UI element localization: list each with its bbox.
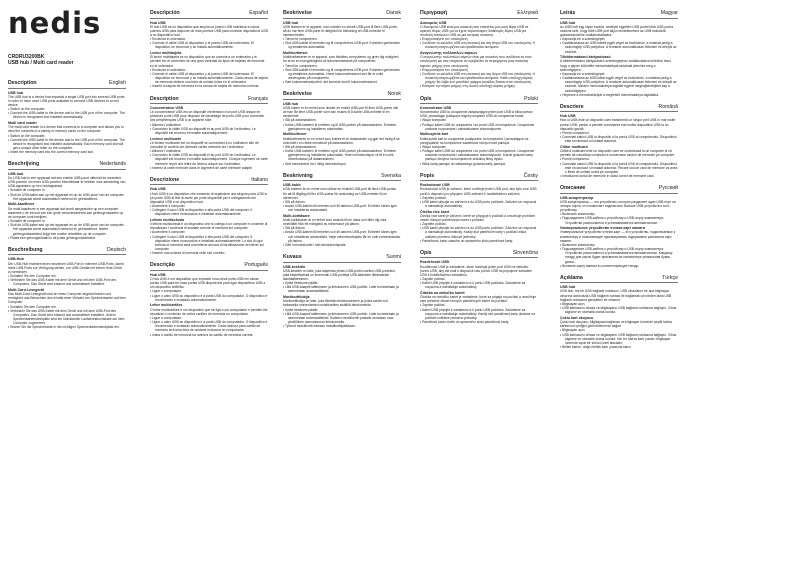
instruction-list [283, 226, 401, 247]
instruction-list [560, 302, 678, 314]
section-header [560, 275, 678, 284]
section-title: Descriere [560, 103, 584, 110]
instruction-item: • Włóż kartę pamięci do właściwego gniazda karty pamięci. [420, 162, 538, 166]
column-5-sections [560, 10, 678, 349]
subsection-heading: Többformátumú kártyaolvasó [560, 55, 611, 60]
section-title: Açıklama [560, 274, 583, 281]
instruction-item: • Zapnite počítač. [420, 277, 538, 281]
instruction-item: • Anslut USB-kabeln till enheten och till datorns USB-port. Enheten känns igen och installeras automatiskt. Varje minneskortsplats får en unik enhetsbokstav på datorn. [283, 230, 401, 242]
language-section [560, 185, 678, 268]
subsection-heading: Monikorttilukija [283, 295, 310, 300]
instruction-item: • Kábel USB pripojte k zariadeniu a k portu USB počítača. Zariadenie sa rozpozná a nainštaluje automaticky. [420, 281, 538, 289]
language-section [8, 247, 126, 330]
body-text: Der USB-Hub erweitert einen einzelnen USB-Port in mehrere USB-Ports, damit mehr USB-Ports zur Verfügung stehen, um USB-Geräte mit einem Host-Gerät zu verbinden. [8, 261, 124, 274]
subsection-heading: USB hub [8, 90, 24, 95]
instruction-item: • Ligue o cabo USB ao dispositivo e à porta USB do computador. O dispositivo é reconhecido e instalado automaticamente. Cada ranhura para cartão de memória terá uma letra de unidade exclusiva no computador. [150, 320, 268, 332]
body-text: Multiczytnik kart to urządzenie podłączane do komputera i pozwalające na przeglądanie na komputerze zawartości różnych kart pamięci. [420, 136, 529, 145]
body-text: Ο αναγνώστης πολλαπλών καρτών είναι μια συσκευή που συνδέεται σε έναν υπολογιστή και σας επιτρέπει να προβάλετε τα περιεχόμενα μιας ποικιλίας καρτών μνήμης στον υπολογιστή. [420, 55, 532, 68]
subsection-heading: Čtečka více karet [420, 209, 450, 214]
language-label: Русский [658, 185, 678, 192]
body-text: Multi-kortläsaren är en enhet som ansluts till en dator och låter dig visa innehållet från ett mångfald av minneskort på datorn. [283, 217, 387, 227]
instruction-item: • Slut USB-kablet til enheden og til computerens USB-port. Enheden genkendes og installeres automatisk. [283, 41, 401, 49]
body-text: De multi-kaartlezer is een apparaat dat wordt aangesloten op een computer waarmee u de inhoud van een grote verscheidenheid aan geheugenkaarten op de computer kunt bekijken. [8, 206, 124, 219]
column-1 [8, 8, 126, 337]
instruction-item: • Ενεργοποιήστε τον υπολογιστή. [420, 37, 538, 41]
instruction-list [8, 219, 126, 240]
instruction-list [150, 149, 268, 170]
instruction-item: • USB kabel připojte do zařízení a do USB portu počítače. Zařízení se rozpozná a nainstaluje automaticky. Každý slot paměťové karty v počítači získá unikátní písmeno diskové jednotky. [420, 226, 538, 238]
language-label: English [108, 80, 126, 86]
language-section [420, 250, 538, 324]
subsection-heading: Lettore multischeda [150, 217, 185, 222]
instruction-item: • Inserte la tarjeta de memoria en la ranura de tarjeta de memoria correcta. [150, 84, 268, 88]
body-text: USB hubben er et apparat, som udvider en enkelt USB-port til flere USB-porte, så du har flere USB-porte til rådighed for tilslutning af USB-enheder til værtsenheden. [283, 24, 398, 37]
instruction-item: • Liitä USB-kaapeli laitteeseen ja tietokoneen USB-porttiin. Laite tunnistetaan ja asennetaan automaattisesti. Kullekin muistikortin paikalle annetaan oma yksilöllinen asematunnus tietokoneella. [283, 312, 401, 324]
body-text: Ο διανομέας USB είναι μια συσκευή που επεκτείνει μια μονή θύρα USB σε αρκετές θύρες USB για να έχετε περισσότερες διαθέσιμες θύρες USB για σύνδεση συσκευών USB σε μια κεντρική συσκευή. [420, 24, 529, 37]
section-header [283, 91, 401, 100]
language-label: Magyar [660, 10, 678, 16]
instruction-item: • Slå på datamaskinen. [283, 118, 401, 122]
instruction-item: • Slå på datorn. [283, 200, 401, 204]
instruction-item: • Podłącz kabel USB do urządzenia i do portu USB w komputerze. Urządzenie zostanie rozpoznane i zainstalowane automatycznie. [420, 123, 538, 131]
language-label: Slovenčina [512, 249, 538, 256]
subsection-heading: Hub USB [150, 20, 166, 25]
section-header [150, 10, 268, 19]
language-label: Norsk [387, 91, 401, 98]
instruction-item: • Csatlakoztassa az USB kábel egyik végét az eszközhöz, a másikat pedig a számítógép USB portjához. A rendszer automatikusan felismeri és telepíti az eszközt. Minden memóriakártya-foglalat egyedi meghajtóbetűjelet kap a számítógépen. [560, 76, 678, 93]
instruction-item: • Bilgisayarı açın. [560, 328, 678, 332]
subsection-heading: USB hub [560, 285, 576, 290]
instruction-list [150, 289, 268, 301]
instruction-list [560, 328, 678, 349]
instruction-item: • Schakel de computer in. [8, 219, 126, 223]
section-header [560, 10, 678, 19]
nedis-logo: nedis [8, 6, 102, 40]
instruction-item: • Sluit de USB-kabel aan op het apparaat en op de USB-poort van de computer. Het apparaat wordt automatisch herkend en geïnstalleerd. [8, 193, 126, 201]
body-text: Koncentrator USB to urządzenie zwiększające jeden port USB w kilka portów USB, pozwalając podłączyć więcej urządzeń USB do urządzenia hosta. [420, 110, 533, 119]
subsection-heading: USB-Hub [8, 257, 24, 262]
instruction-item: • Kapcsolja be a számítógépet. [560, 72, 678, 76]
instruction-item: • Porniți computerul. [560, 157, 678, 161]
body-text: Rozdeľovač USB je zariadenie, ktoré rozširuje jeden port USB na niekoľko portov USB, aby ste mali k dispozícii viac portov USB na pripojenie zariadení USB k hostiteľskému zariadeniu. [420, 264, 533, 277]
instruction-item: • Slå på datamaskinen. [283, 145, 401, 149]
instruction-item: • Podłącz kabel USB do urządzenia i do portu USB w komputerze. Urządzenie zostanie rozpoznane i zainstalowane automatycznie. Każde gniazdo karty pamięci otrzyma na komputerze unikalną literę dysku. [420, 149, 538, 161]
body-text: The multi card reader is a device that connects to a computer and allows you to view the contents of a variety of memory cards on the computer. [8, 125, 124, 134]
instruction-item: • Conecte el cable USB al dispositivo y al puerto USB del ordenador. El dispositivo se reconoce y se instala automáticamente. [150, 41, 268, 49]
instruction-item: • Encienda el ordenador. [150, 68, 268, 72]
language-label: Türkçe [662, 274, 678, 281]
subsection-heading: Multi-kaartlezer [8, 202, 35, 207]
subsection-heading: Concentrateur USB [150, 106, 184, 110]
body-text: USB-keskitin on laite, joka laajentaa yhden USB-portin useiksi USB-porteiksi, jotta käytettävissä on enemmän USB-portteja USB-laitteiden liittämiseksi isäntälaitteeseen. [283, 268, 396, 281]
subsection-heading: Čítačka na niekoľko kariet [420, 290, 465, 295]
instruction-list [283, 145, 401, 166]
subsection-heading: USB hub [283, 20, 299, 25]
subsection-heading: Lector multitarjeta [150, 51, 182, 56]
instruction-item: • Zapnite počítač. [420, 303, 538, 307]
subsection-heading: Διανομέας USB [420, 20, 447, 25]
instruction-item: • Sæt hukommelseskortet i det korrekte slot til hukommelseskort. [283, 80, 401, 84]
language-section [283, 91, 401, 165]
instruction-list [8, 134, 126, 155]
language-section [283, 173, 401, 247]
section-header [8, 247, 126, 256]
body-text: A többformátumú kártyaolvasó számítógéphez csatlakoztatva lehetővé teszi, hogy a gépen különféle memóriakártyák tartalmát jelenítse meg a számítógépen. [560, 59, 672, 72]
subsection-heading: Hub USB [150, 187, 166, 192]
language-section [560, 275, 678, 349]
instruction-item: • Verbinden Sie das USB-Kabel mit dem Gerät und mit dem USB-Port des Computers. Das Gerät wird erkannt und automatisch installiert. [8, 278, 126, 286]
subsection-heading: Multikortleser [283, 132, 307, 137]
instruction-list [150, 316, 268, 337]
instruction-list [8, 107, 126, 119]
body-text: Čítačka na niekoľko kariet je zariadenie, ktoré sa pripája na počítač a umožňuje vám prezerať obsah rôznych pamäťových kariet na počítači. [420, 295, 537, 304]
language-label: Dansk [386, 10, 401, 16]
body-text: USB-концентратор — это устройство, которое разделяет один USB-порт на четыре порта, что позволяет подключить больше USB-устройств к хост-устройству. [560, 199, 676, 213]
instruction-item: • Συνδέστε το καλώδιο USB στη συσκευή και στη θύρα USB του υπολογιστή. Η συσκευή αναγνωρίζεται και εγκαθίσταται αυτόματα. [420, 41, 538, 49]
instruction-item: • USB kablosunu cihaza ve bilgisayarın USB bağlantı noktasına bağlayın. Cihaz algılanır ve otomatik olarak kurulur. [560, 306, 678, 314]
instruction-item: • Conectați cablul USB la dispozitiv și la portul USB al computerului. Dispozitivul este recunoscut și instalat automat. [560, 135, 678, 143]
section-title: Beschrijving [8, 161, 40, 168]
section-title: Descrição [150, 262, 175, 269]
language-section [420, 10, 538, 89]
instruction-item: • Zapněte počítač. [420, 222, 538, 226]
instruction-item: • Włącz komputer. [420, 118, 538, 122]
instruction-list [560, 212, 678, 224]
language-label: Svenska [381, 172, 401, 179]
instruction-list [8, 188, 126, 200]
instruction-item: • Collegare il cavo USB al dispositivo e alla porta USB del computer. Il dispositivo viene riconosciuto e installato automaticamente. [150, 208, 268, 216]
section-header [8, 161, 126, 170]
language-section [420, 96, 538, 166]
body-text: Čtečka více karet je zařízení, které se připojuje k počítači a umožňuje prohlížet obsah různých paměťových karet v počítači. [420, 213, 535, 222]
section-title: Beskrivelse [283, 91, 312, 98]
body-text: Rozbočovač USB je zařízení, které rozšiřuje jeden USB port, aby bylo více USB portů k dispozici pro připojení USB zařízení k hostitelskému zařízení. [420, 187, 537, 196]
body-text: Hub-ul USB este un dispozitiv care transformă un singur port USB în mai multe porturi USB, pentru a permite conectarea mai multor dispozitive USB la un dispozitiv gazdă. [560, 118, 676, 131]
model-number: CRDRU3200BK [8, 54, 45, 60]
instruction-list [560, 72, 678, 97]
subsection-heading: USB-hub [8, 171, 24, 176]
subsection-heading: USB-концентратор [560, 195, 594, 200]
instruction-item: • USB kablosunu cihaza ve bilgisayarın USB bağlantı noktasına bağlayın. Cihaz algılanır ve otomatik olarak kurulur. Her bir hafıza kartı yuvası, bilgisayar üzerinde eşsiz bir sürücü harfi alacaktır. [560, 333, 678, 345]
instruction-item: • Insert the memory card into the correct memory card slot. [8, 150, 126, 154]
instruction-item: • Tænd for computeren. [283, 64, 401, 68]
instruction-item: • Anslut USB-kabeln till enheten och till datorns USB-port. Enheten känns igen och installeras automatiskt. [283, 204, 401, 212]
instruction-item: • Connect the USB cable to the device and to the USB port of the computer. The device is recognised and installed automatically. [8, 111, 126, 119]
instruction-item: • Switch on the computer. [8, 107, 126, 111]
section-title: Opis [420, 95, 432, 102]
instruction-item: • Schalten Sie den Computer ein. [8, 274, 126, 278]
section-title: Beskrivning [283, 172, 313, 179]
language-label: Português [244, 262, 268, 269]
body-text: Multikortlæseren er et apparat, som tilsluttes computeren og giver dig mulighed for at se en mangfoldighed af hukommelseskort på computeren. [283, 55, 399, 64]
language-section [150, 96, 268, 170]
section-title: Opis [420, 249, 432, 256]
instruction-item: • Conecte el cable USB al dispositivo y al puerto USB del ordenador. El dispositivo se reconoce y se instala automáticamente. Cada ranura de tarjeta de memoria obtiene una letra de unidad única en el ordenador. [150, 72, 268, 84]
section-title: Описание [560, 185, 586, 192]
section-header [283, 10, 401, 19]
instruction-item: • Insérez la carte mémoire dans le logement de carte mémoire adapté. [150, 166, 268, 170]
instruction-item: • Ενεργοποιήστε τον υπολογιστή. [420, 68, 538, 72]
instruction-item: • Sätt i minneskortet i rätt minneskortsplats. [283, 243, 401, 247]
subsection-heading: USB-hubb [283, 183, 301, 188]
instruction-item: • Slut USB-kablet til enheden og til computerens USB-port. Enheden genkendes og installeres automatisk. Hvert hukommelseskort slot får et unikt drevbogstav på computeren. [283, 68, 401, 80]
language-label: Italiano [251, 176, 268, 183]
instruction-item: • Csatlakoztassa az USB kábelt egyik végét az eszközhöz, a másikat pedig a számítógép USB portjához. A rendszer automatikusan felismeri és telepíti az eszközt. [560, 41, 678, 53]
instruction-list [420, 222, 538, 243]
language-label: Suomi [386, 254, 401, 261]
language-label: Français [248, 95, 268, 102]
subsection-heading: Multi-Card-Lesegerät [8, 287, 44, 292]
instruction-item: • Подсоедините USB-кабель к устройству и USB-порту компьютера. Устройство распознается и устанавливается автоматически. Каждому гнезду для карты будет присвоена на компьютере уникальная буква диска. [560, 247, 678, 264]
instruction-item: • Pamäťovú kartu vložte do správneho slotu pamäťovej karty. [420, 320, 538, 324]
body-text: The USB hub is a device that expands a single USB port into several USB ports in order to have more USB ports available to connect USB devices to a host device. [8, 94, 125, 107]
subsection-heading: Multikortlæser [283, 51, 308, 56]
instruction-item: • Schakel de computer in. [8, 188, 126, 192]
instruction-list [420, 37, 538, 49]
section-title: Beschreibung [8, 246, 43, 253]
body-text: Monikorttilukija on laite, joka liitetään tietokoneeseen ja jonka avulla voit tarkastella monenlaisten muistikorttien sisältöä tietokoneella. [283, 299, 388, 308]
body-text: Çoklu kart okuyucu, bilgisayara bağlanan ve bilgisayar üzerinde çeşitli hafıza kartlarının içeriğini görüntülemenizi sağlar. [560, 320, 672, 329]
instruction-item: • Bilgisayarı açın. [560, 302, 678, 306]
language-label: Español [249, 10, 268, 16]
language-section [150, 177, 268, 256]
subsection-heading: Hub USB [560, 114, 576, 119]
section-header [420, 173, 538, 182]
instruction-item: • Kytke tietokone päälle. [283, 308, 401, 312]
section-header [283, 173, 401, 182]
section-title: Descrizione [150, 176, 180, 183]
instruction-item: • Setzen Sie die Speicherkarte in den richtigen Speicherkartensteckplatz ein. [8, 325, 126, 329]
language-label: Ελληνικά [517, 10, 538, 16]
instruction-list [283, 200, 401, 212]
section-header [150, 96, 268, 105]
instruction-item: • Zapněte počítač. [420, 196, 538, 200]
subsection-heading: Multiczytnik kart [420, 132, 449, 137]
instruction-list [560, 131, 678, 143]
subsection-heading: USB hub [283, 101, 299, 106]
instruction-item: • Ligue o computador. [150, 289, 268, 293]
section-title: Description [8, 80, 37, 86]
instruction-item: • Kapcsolja be a számítógépet. [560, 37, 678, 41]
instruction-list [560, 157, 678, 178]
language-section [8, 161, 126, 240]
instruction-list [420, 118, 538, 130]
instruction-item: • Encienda el ordenador. [150, 37, 268, 41]
body-text: O leitor multicartões é um dispositivo que se liga a um computador e permite-lhe visualizar o conteúdo de vários cartões de memória no computador. [150, 307, 268, 316]
body-text: Das Multi-Card-Lesegerät wird an einen Computer angeschlossen und ermöglicht das Betrachten des Inhalts einer Vielzahl von Speicherkarten auf dem Computer. [8, 292, 126, 305]
section-header [420, 10, 538, 19]
instruction-list [420, 196, 538, 208]
column-4-sections [420, 10, 538, 324]
instruction-item: • Kytke tietokone päälle. [283, 281, 401, 285]
instruction-item: • Включите компьютер. [560, 243, 678, 247]
instruction-item: • Plaats een geheugenkaart in de juiste geheugenkaartsleuf. [8, 236, 126, 240]
instruction-item: • Accendere il computer. [150, 204, 268, 208]
body-text: USB hub, tek bir USB bağlantı noktasını, USB cihazlarını bir ana bilgisayar cihazına daha fazla USB bağlantı noktası ile bağlamak için birden fazla USB bağlantı noktasına genişleten bir cihazdır. [560, 289, 672, 302]
instruction-list [420, 303, 538, 324]
instruction-list [150, 204, 268, 216]
instruction-list [560, 37, 678, 54]
instruction-list [420, 68, 538, 89]
language-label: Polski [524, 95, 538, 102]
instruction-list [560, 243, 678, 268]
instruction-item: • Συνδέστε το καλώδιο USB στη συσκευή και στη θύρα USB του υπολογιστή. Η συσκευή αναγνωρίζεται και εγκαθίσταται αυτόματα. Κάθε υποδοχή κάρτας μνήμης θα λάβει ένα μοναδικό γράμμα μονάδας δίσκου στον υπολογιστή. [420, 72, 538, 84]
instruction-item: • Включите компьютер. [560, 212, 678, 216]
subsection-heading: Rozdeľovač USB [420, 260, 449, 265]
instruction-list [150, 37, 268, 49]
language-label: Română [658, 103, 678, 110]
language-section [560, 104, 678, 178]
instruction-item: • Introduceți cardul de memorie în slotul corect de memorie card. [560, 174, 678, 178]
column-1-sections [8, 80, 126, 330]
instruction-item: • Εισάγετε την κάρτα μνήμης στη σωστή υποδοχή κάρτας μνήμης. [420, 84, 538, 88]
instruction-item: • Tænd for computeren. [283, 37, 401, 41]
instruction-item: • Koble USB-kabelen til enheten og til USB-porten på datamaskinen. Enheten gjenkjennes og installeres automatisk. [283, 123, 401, 131]
body-text: Multikortleseren er en enhet som kobles til en datamaskin og gjør det mulig å se innholdet i en rekke minnekort på datamaskinen. [283, 136, 400, 145]
instruction-item: • Paměťovou kartu zasuňte do správného slotu paměťové karty. [420, 239, 538, 243]
subsection-heading: Lecteur multicarte [150, 136, 182, 141]
column-2-sections [150, 10, 268, 337]
instruction-item: • Collegare il cavo USB al dispositivo e alla porta USB del computer. Il dispositivo viene riconosciuto e installato automaticamente. Lo slot di ogni scheda di memoria avrà una lettera univoca di identificazione del driver sul computer. [150, 235, 268, 252]
instruction-item: • Slå på datorn. [283, 226, 401, 230]
body-text: Le lecteur multicarte est un dispositif se connectant à un ordinateur afin de consulter le contenu de diverses cartes mémoire sur l'ordinateur. [150, 140, 259, 149]
subsection-heading: USB-keskitin [283, 264, 306, 269]
language-section [150, 10, 268, 89]
instruction-list [283, 281, 401, 293]
section-title: Popis [420, 172, 435, 179]
body-text: USB-hubben är en enhet som utökar en enskild USB-port till flera USB-portar, för att få tillgång till fler USB-portar för anslutning av USB-enheter till en värdenhet. [283, 187, 397, 200]
section-header [420, 96, 538, 105]
subsection-heading: Универсальное устройство чтения карт памяти [560, 226, 646, 231]
body-text: De USB-hub is een apparaat dat een enkele USB-poort uitbreidt tot meerdere USB-poorten om meer USB-poorten beschikbaar te hebben voor aansluiting van USB-apparaten op een hostapparaat. [8, 176, 126, 189]
section-header [560, 185, 678, 194]
instruction-item: • Accendere il computer. [150, 230, 268, 234]
body-text: El hub USB es un dispositivo que amplía un puerto USB individual a varios puertos USB para disponer de más puertos USB para conectar dispositivos USB a un dispositivo host. [150, 24, 268, 37]
body-text: USB-huben er en enhet som utvider en enkelt USB-port til flere USB-porter slik at man får flere USB-porter som kan brukes til å koble USB-enheter til en vertsenhet. [283, 106, 399, 119]
section-title: Descripción [150, 10, 180, 16]
section-header [560, 104, 678, 113]
instruction-item: • Allumez l'ordinateur. [150, 149, 268, 153]
subsection-heading: Multi card reader [8, 121, 37, 126]
language-section [420, 173, 538, 243]
subsection-heading: Hub USB [150, 272, 166, 277]
section-title: Beskrivelse [283, 10, 312, 16]
language-section [150, 262, 268, 336]
instruction-item: • Connectez le câble USB au dispositif et au port USB de l'ordinateur. Le dispositif est reconnu et installé automatiquement. Chaque logement de carte mémoire reçoit une lettre de lecteur unique sur l'ordinateur. [150, 153, 268, 165]
instruction-list [420, 145, 538, 166]
instruction-item: • Insira o cartão de memória na ranhura do cartão de memória correta. [150, 333, 268, 337]
instruction-item: • Подсоедините USB-кабель к устройству и USB-порту компьютера. Устройство распознается и устанавливается автоматически. [560, 216, 678, 224]
instruction-item: • Connect the USB cable to the device and to the USB port of the computer. The device is recognised and installed automatically. Each memory card slot will get a unique drive letter on the computer. [8, 138, 126, 150]
instruction-item: • Sett minnekortet inn i riktig minnekortspor. [283, 162, 401, 166]
column-4 [420, 10, 538, 331]
body-text: Универсальное устройство чтения карт — это устройство, подключаемое к компьютеру и позволяющее просматривать содержимое различных карт памяти. [560, 230, 676, 243]
subsection-heading: Rozbočovač USB [420, 183, 450, 188]
body-text: El lector multitarjeta es un dispositivo que se conecta a un ordenador y le permite ver el contenido de una gran variedad de tipos de tarjetas de memoria en el ordenador. [150, 55, 265, 68]
instruction-item: • Verbinden Sie das USB-Kabel mit dem Gerät und mit dem USB-Port des Computers. Das Gerät wird erkannt und automatisch installiert. Jedem Speicherkartensteckplatz wird ein individueller Laufwerksbuchstabe auf dem Computer zugeordnet. [8, 309, 126, 326]
column-2 [150, 10, 268, 344]
subsection-heading: Αναγνώστης πολλαπλών καρτών [420, 51, 478, 56]
language-section [283, 10, 401, 84]
column-3 [283, 10, 401, 335]
instruction-item: • Sluit de USB-kabel aan op het apparaat en op de USB-poort van de computer. Het apparaat wordt automatisch herkend en geïnstalleerd. Iedere geheugenkaartsleuf krijgt een unieke driveletter op de computer. [8, 223, 126, 235]
instruction-list [283, 37, 401, 49]
language-section [560, 10, 678, 97]
body-text: Il lettore multischeda è un dispositivo che si collega a un computer e consente di visualizzare i contenuti di svariate schede di memoria sul computer. [150, 222, 268, 231]
instruction-item: • Liitä USB-kaapeli laitteeseen ja tietokoneen USB-porttiin. Laite tunnistetaan ja asennetaan automaattisesti. [283, 285, 401, 293]
instruction-item: • Conectați cablul USB la dispozitiv și la portul USB al computerului. Dispozitivul este recunoscut și instalat automat. Fiecare slot de card de memorie va avea o literă de unitate unică pe computer. [560, 162, 678, 174]
column-5 [560, 10, 678, 356]
body-text: Cititorul multicard este un dispozitiv care se conectează la un computer și vă permite să vizualizați conținutul a numeroase carduri de memorie pe computer. [560, 149, 676, 158]
language-section [283, 254, 401, 328]
instruction-item: • Ligue o cabo USB ao dispositivo e à porta USB do computador. O dispositivo é reconhecido e instalado automaticamente. [150, 294, 268, 302]
subsection-heading: Koncentrator USB [420, 106, 452, 110]
subsection-heading: USB hub [560, 20, 576, 25]
section-header [420, 250, 538, 259]
instruction-item: • Switch on the computer. [8, 134, 126, 138]
instruction-item: • Kábel USB pripojte k zariadeniu a k portu USB počítača. Zariadenie sa rozpozná a nainštaluje automaticky. Každý slot pamäťovej karty dostane na počítači unikátne písmeno jednotky. [420, 308, 538, 320]
instruction-item: • Allumez l'ordinateur. [150, 123, 268, 127]
section-header [150, 177, 268, 186]
instruction-item: • Schalten Sie den Computer ein. [8, 305, 126, 309]
section-header [8, 80, 126, 89]
instruction-item: • Inserire una scheda di memoria nello slot corretto. [150, 251, 268, 255]
body-text: O hub USB é um dispositivo que expande uma única porta USB em várias portas USB para ter mais portas USB disponíveis para ligar dispositivos USB a um dispositivo anfitrião. [150, 277, 266, 290]
column-3-sections [283, 10, 401, 328]
body-text: Az USB hub egy olyan eszköz, amellyel egyetlen USB portot több USB portra osztunk szét, hogy több USB port álljon rendelkezésre az USB eszközök gazdaeszközhöz csatlakoztatására. [560, 24, 674, 37]
subsection-heading: Multi-kortläsare [283, 213, 310, 218]
subsection-heading: Leitor multicartões [150, 303, 183, 308]
instruction-list [8, 274, 126, 286]
instruction-item: • Вставьте карту памяти в соответствующее гнездо. [560, 264, 678, 268]
section-title: Leírás [560, 10, 576, 16]
body-text: L'hub USB è un dispositivo che consente di espandere una singola porta USB in più porte USB al fine di avere più porte disponibili per il collegamento dei dispositivi USB a un dispositivo host. [150, 191, 268, 204]
language-label: Deutsch [106, 246, 126, 253]
language-section [8, 80, 126, 154]
instruction-item: • Włącz komputer. [420, 145, 538, 149]
instruction-item: • Porniți computerul. [560, 131, 678, 135]
subsection-heading: Cititor multicard [560, 144, 588, 149]
instruction-list [283, 308, 401, 329]
instruction-list [150, 230, 268, 255]
instruction-item: • Työnnä muistikortti oikeaan muistikorttipaikkaan. [283, 324, 401, 328]
language-label: Nederlands [99, 161, 126, 168]
instruction-list [283, 64, 401, 85]
product-title: USB hub / Multi card reader [8, 60, 74, 66]
section-title: Περιγραφή [420, 10, 448, 16]
instruction-list [283, 118, 401, 130]
section-title: Description [150, 95, 179, 102]
instruction-item: • Koble USB-kabelen til enheten og til USB-porten på datamaskinen. Enheten gjenkjennes og installeres automatisk. Hvert minnekortspor vil få en unik driverbokstav på datamaskinen. [283, 149, 401, 161]
instruction-list [8, 305, 126, 330]
instruction-item: • Helyezze a memóriakártyát a megfelelő memóriakártya-foglalatba. [560, 93, 678, 97]
instruction-list [150, 123, 268, 135]
section-title: Kuvaus [283, 254, 302, 261]
instruction-item: • Bellek kartını, doğru bellek kartı yuvasına takın. [560, 345, 678, 349]
section-header [283, 254, 401, 263]
instruction-item: • USB kabel připojte do zařízení a do USB portu počítače. Zařízení se rozpozná a nainstaluje automaticky. [420, 200, 538, 208]
section-header [150, 262, 268, 271]
body-text: Le concentrateur USB est un dispositif d'extension d'un port USB unique en plusieurs ports USB pour disposer de davantage de ports USB pour connecter des périphériques USB à un appareil hôte. [150, 110, 265, 123]
instruction-item: • Connectez le câble USB au dispositif et au port USB de l'ordinateur. Le dispositif est reconnu et installé automatiquement. [150, 127, 268, 135]
subsection-heading: Çoklu kart okuyucu [560, 315, 594, 320]
instruction-list [150, 68, 268, 89]
language-label: Česky [523, 172, 538, 179]
instruction-item: • Ligue o computador. [150, 316, 268, 320]
instruction-list [420, 277, 538, 289]
